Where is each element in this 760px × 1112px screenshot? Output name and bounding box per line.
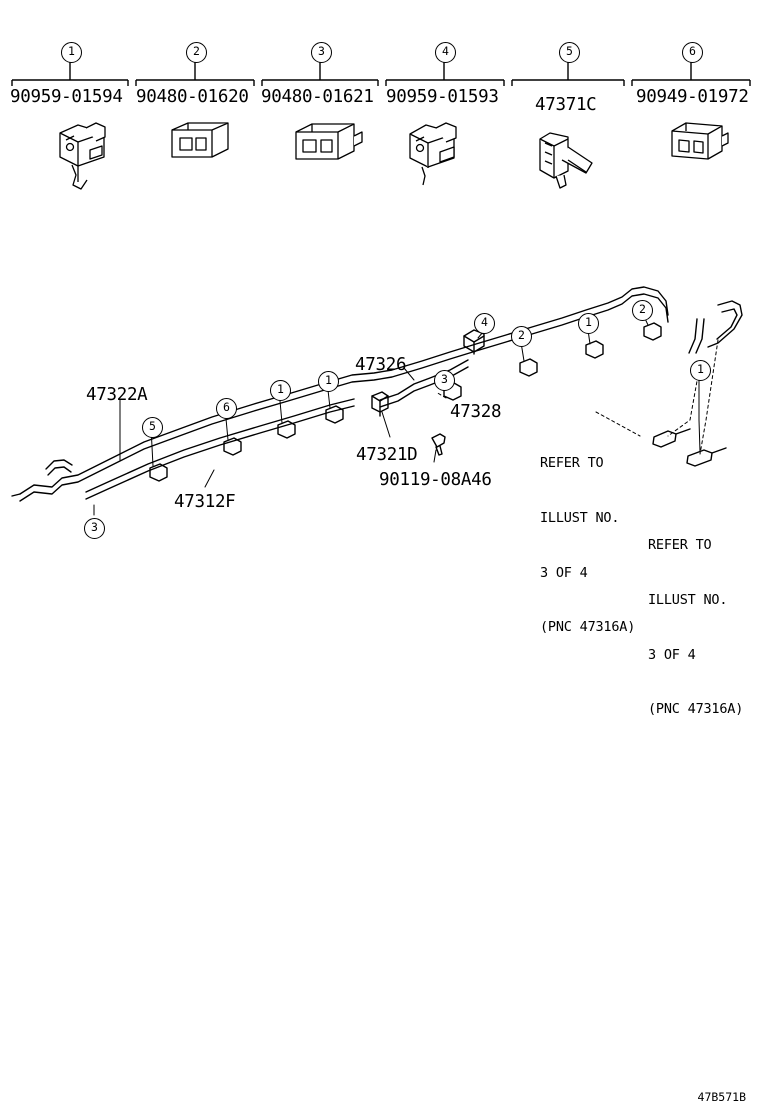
diagram-marker-1-c: 1	[578, 313, 599, 334]
diagram-marker-4: 4	[474, 313, 495, 334]
legend-part-number-1: 90959-01594	[10, 87, 123, 107]
legend-part-number-5: 47371C	[535, 95, 597, 115]
diagram-marker-2-a: 2	[511, 326, 532, 347]
legend-index-3: 3	[311, 42, 332, 63]
legend-index-1: 1	[61, 42, 82, 63]
refer-note-upper-line-4: (PNC 47316A)	[540, 619, 636, 636]
legend-index-6: 6	[682, 42, 703, 63]
refer-note-upper-line-1: REFER TO	[540, 455, 604, 472]
refer-note-upper-line-2: ILLUST NO.	[540, 510, 620, 527]
callout-47322A: 47322A	[86, 385, 148, 405]
callout-47328: 47328	[450, 402, 502, 422]
diagram-marker-3-mid: 3	[434, 370, 455, 391]
diagram-marker-2-b: 2	[632, 300, 653, 321]
callout-47312F: 47312F	[174, 492, 236, 512]
diagram-marker-3-left: 3	[84, 518, 105, 539]
refer-note-upper-line-3: 3 OF 4	[540, 564, 588, 581]
diagram-marker-5: 5	[142, 417, 163, 438]
callout-90119-08A46: 90119-08A46	[379, 470, 492, 490]
refer-note-lower-line-1: REFER TO	[648, 537, 712, 554]
diagram-marker-1-b: 1	[318, 371, 339, 392]
legend-index-2: 2	[186, 42, 207, 63]
refer-note-lower	[648, 500, 743, 755]
legend-part-number-3: 90480-01621	[261, 87, 374, 107]
illustration-code: 47B571B	[697, 1090, 746, 1104]
legend-part-number-4: 90959-01593	[386, 87, 499, 107]
refer-note-lower-line-3: 3 OF 4	[648, 646, 696, 663]
callout-47326: 47326	[355, 355, 407, 375]
refer-note-lower-line-4: (PNC 47316A)	[648, 701, 744, 718]
diagram-marker-1-a: 1	[270, 380, 291, 401]
legend-index-4: 4	[435, 42, 456, 63]
refer-note-upper	[540, 418, 635, 673]
legend-part-number-6: 90949-01972	[636, 87, 749, 107]
diagram-marker-1-d: 1	[690, 360, 711, 381]
diagram-marker-6: 6	[216, 398, 237, 419]
callout-47321D: 47321D	[356, 445, 418, 465]
legend-index-5: 5	[559, 42, 580, 63]
refer-note-lower-line-2: ILLUST NO.	[648, 592, 728, 609]
legend-part-number-2: 90480-01620	[136, 87, 249, 107]
